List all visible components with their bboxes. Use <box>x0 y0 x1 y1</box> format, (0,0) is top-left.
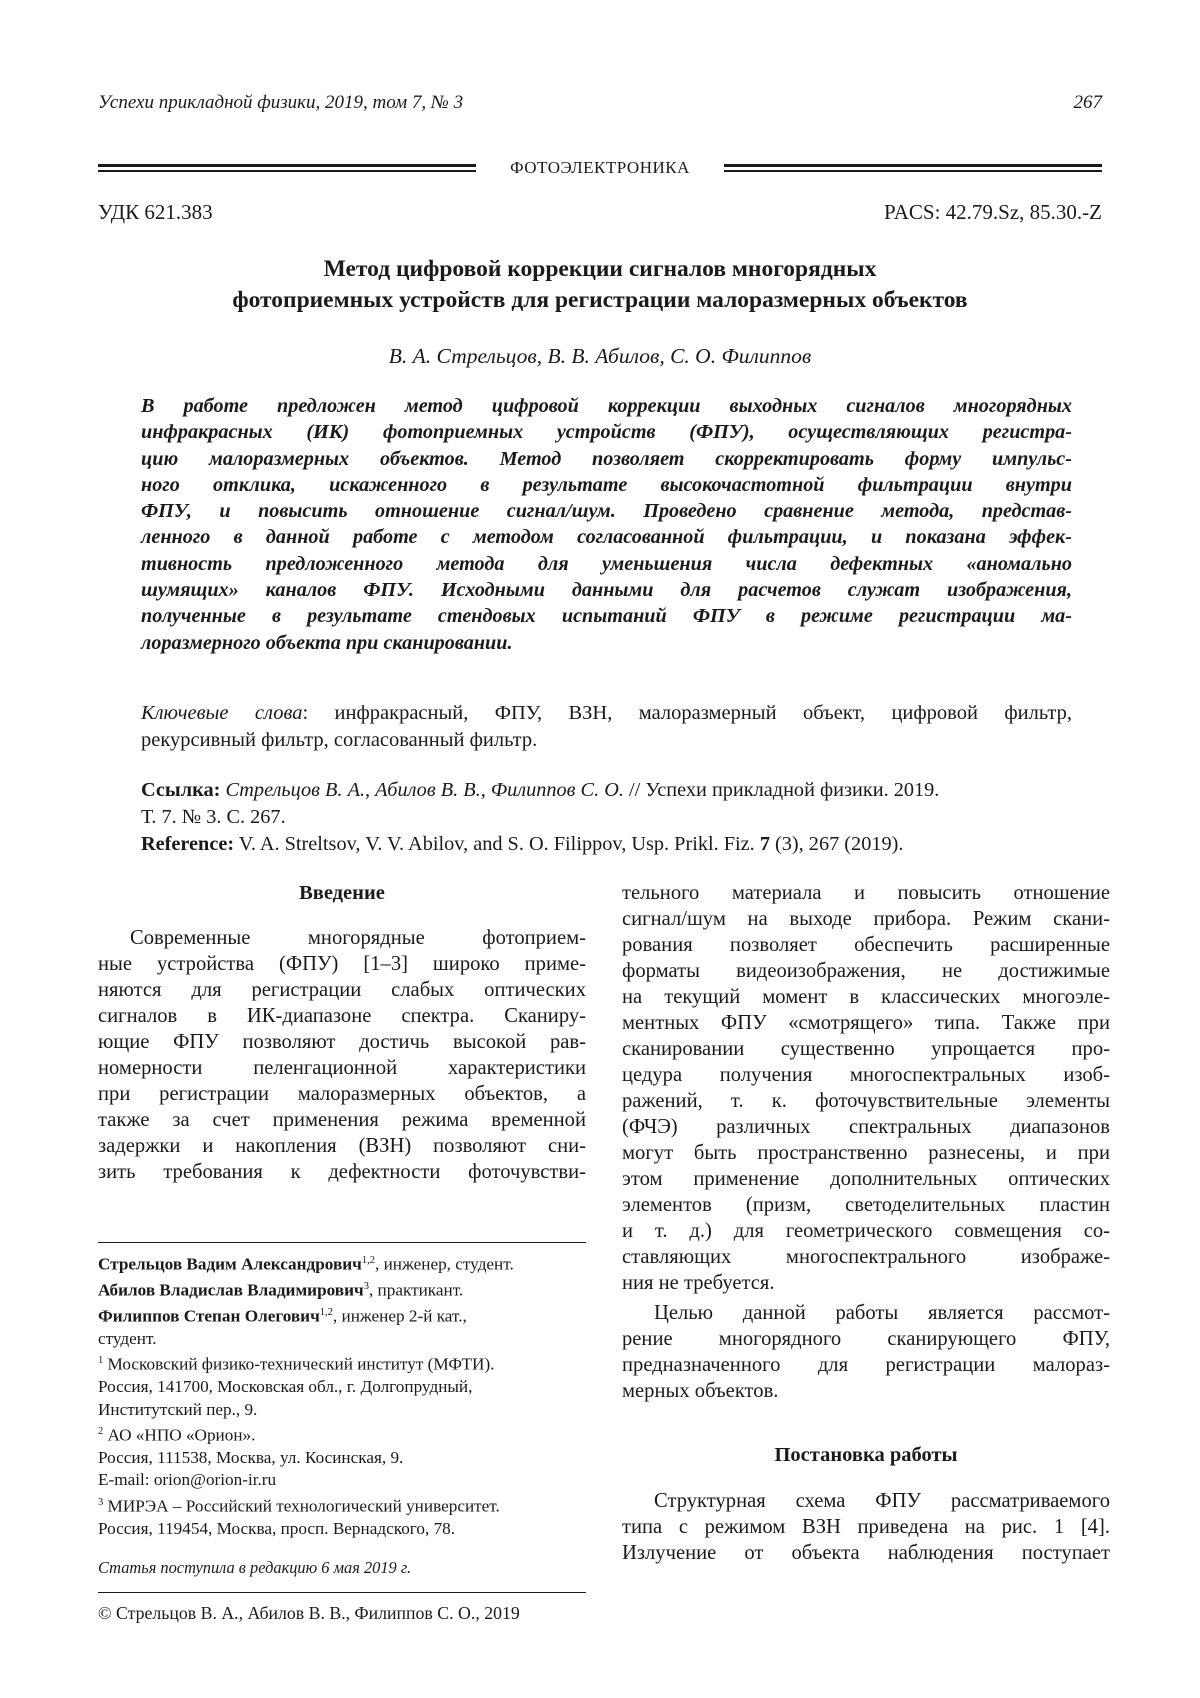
citation-en-label: Reference: <box>141 833 234 855</box>
paragraph-line: Современные многорядные фотоприем- <box>98 925 586 951</box>
paragraph-line: ния не требуется. <box>622 1270 1110 1296</box>
title-line: фотоприемных устройств для регистрации малоразмерных объектов <box>98 285 1102 316</box>
citation-ru-label: Ссылка: <box>141 779 220 801</box>
paragraph-line: типа с режимом ВЗН приведена на рис. 1 [4]. <box>622 1514 1110 1540</box>
paragraph-line: номерности пеленгационной характеристики <box>98 1055 586 1081</box>
keywords <box>141 700 1072 754</box>
citation-en-text: (3), 267 (2019). <box>770 833 904 855</box>
paragraph-line: сканировании существенно упрощается про- <box>622 1036 1110 1062</box>
abstract <box>141 393 1072 656</box>
footnote-line: Россия, 141700, Московская обл., г. Долгопрудный, <box>98 1376 586 1398</box>
affiliation-sup: 1,2 <box>362 1255 375 1266</box>
footnote-affiliation <box>98 1421 586 1447</box>
footnote-line: Институтский пер., 9. <box>98 1399 586 1421</box>
affiliation-sup: 1,2 <box>320 1307 333 1318</box>
abstract-line: ФПУ, и повысить отношение сигнал/шум. Проведено сравнение метода, представ- <box>141 498 1072 524</box>
keywords-line: рекурсивный фильтр, согласованный фильтр. <box>141 727 1072 754</box>
footnote-email: E-mail: orion@orion-ir.ru <box>98 1469 586 1491</box>
footnote-affiliation <box>98 1492 586 1518</box>
author-list: В. А. Стрельцов, В. В. Абилов, С. О. Филиппов <box>98 344 1102 369</box>
affiliation-sup: 1 <box>98 1355 103 1366</box>
section-heading-setup: Постановка работы <box>622 1442 1110 1468</box>
paragraph-line: этом применение дополнительных оптических <box>622 1166 1110 1192</box>
footnote-affiliation <box>98 1350 586 1376</box>
copyright: © Стрельцов В. А., Абилов В. В., Филиппов С. О., 2019 <box>98 1603 520 1624</box>
affiliation-sup: 2 <box>98 1426 103 1437</box>
footnote-author <box>98 1250 586 1276</box>
title-line: Метод цифровой коррекции сигналов многорядных <box>98 254 1102 285</box>
keywords-label: Ключевые слова <box>141 702 302 724</box>
footnote-line: студент. <box>98 1328 586 1350</box>
citation-block <box>141 777 1072 858</box>
paragraph-line: элементов (призм, светоделительных пластин <box>622 1192 1110 1218</box>
author-name: Абилов Владислав Владимирович <box>98 1281 364 1300</box>
affiliation-name: Московский физико-технический институт (МФТИ). <box>103 1355 494 1374</box>
keywords-line <box>141 700 1072 727</box>
paragraph-line: Излучение от объекта наблюдения поступает <box>622 1540 1110 1566</box>
paragraph-line: (ФЧЭ) различных спектральных диапазонов <box>622 1114 1110 1140</box>
section-heading-intro: Введение <box>98 880 586 906</box>
citation-en-volume: 7 <box>760 833 770 855</box>
citation-ru-source: // Успехи прикладной физики. 2019. <box>624 779 939 801</box>
running-head <box>98 92 1102 118</box>
paragraph-line: и т. д.) для геометрического совмещения со- <box>622 1218 1110 1244</box>
keywords-text: : инфракрасный, ФПУ, ВЗН, малоразмерный объект, цифровой фильтр, <box>302 702 1072 724</box>
citation-en-line <box>141 831 1072 858</box>
classification-row <box>98 200 1102 228</box>
right-column <box>622 880 1110 1566</box>
citation-ru-authors: Стрельцов В. А., Абилов В. В., Филиппов С. О. <box>225 779 623 801</box>
abstract-line: тивность предложенного метода для уменьшения числа дефектных «аномально <box>141 551 1072 577</box>
paragraph-line: цедура получения многоспектральных изоб- <box>622 1062 1110 1088</box>
footnote-author <box>98 1302 586 1328</box>
abstract-line: ного отклика, искаженного в результате высокочастотной фильтрации внутри <box>141 472 1072 498</box>
affiliation-sup: 3 <box>364 1281 369 1292</box>
footnote-line: Россия, 119454, Москва, просп. Вернадского, 78. <box>98 1518 586 1540</box>
paragraph-line: сигналов в ИК-диапазоне спектра. Сканиру- <box>98 1003 586 1029</box>
footnote-line: Россия, 111538, Москва, ул. Косинская, 9. <box>98 1447 586 1469</box>
author-role: , инженер, студент. <box>375 1255 514 1274</box>
pacs-code: PACS: 42.79.Sz, 85.30.-Z <box>884 200 1102 225</box>
paragraph-line: тельного материала и повысить отношение <box>622 880 1110 906</box>
citation-en-text: V. A. Streltsov, V. V. Abilov, and S. O. Filippov, Usp. Prikl. Fiz. <box>234 833 760 855</box>
paragraph-line: ментных ФПУ «смотрящего» типа. Также при <box>622 1010 1110 1036</box>
author-name: Стрельцов Вадим Александрович <box>98 1255 362 1274</box>
paragraph-line: зить требования к дефектности фоточувстви- <box>98 1159 586 1185</box>
article-title <box>98 254 1102 316</box>
paragraph-line: ющие ФПУ позволяют достичь высокой рав- <box>98 1029 586 1055</box>
affiliation-sup: 3 <box>98 1497 103 1508</box>
abstract-line: В работе предложен метод цифровой коррекции выходных сигналов многорядных <box>141 393 1072 419</box>
left-column <box>98 880 586 1185</box>
citation-ru-line: Т. 7. № 3. С. 267. <box>141 804 1072 831</box>
paragraph-line: могут быть пространственно разнесены, и при <box>622 1140 1110 1166</box>
abstract-line: цию малоразмерных объектов. Метод позволяет скорректировать форму импульс- <box>141 446 1072 472</box>
paragraph-line: при регистрации малоразмерных объектов, а <box>98 1081 586 1107</box>
section-band <box>98 158 1102 182</box>
affiliation-name: МИРЭА – Российский технологический университет. <box>103 1496 500 1515</box>
udk-code: УДК 621.383 <box>98 200 213 225</box>
section-rule-right <box>724 164 1102 172</box>
author-role: , практикант. <box>369 1281 463 1300</box>
paragraph-line: рение многорядного сканирующего ФПУ, <box>622 1326 1110 1352</box>
paragraph-line: предназначенного для регистрации малораз- <box>622 1352 1110 1378</box>
footnote-author <box>98 1276 586 1302</box>
section-label: ФОТОЭЛЕКТРОНИКА <box>98 158 1102 178</box>
paragraph-line: ные устройства (ФПУ) [1–3] широко приме- <box>98 951 586 977</box>
footnote-rule <box>98 1242 586 1243</box>
paragraph-line: сигнал/шум на выходе прибора. Режим скани- <box>622 906 1110 932</box>
abstract-line: инфракрасных (ИК) фотоприемных устройств (ФПУ), осуществляющих регистра- <box>141 419 1072 445</box>
author-name: Филиппов Степан Олегович <box>98 1307 320 1326</box>
copyright-rule <box>98 1592 586 1593</box>
journal-citation: Успехи прикладной физики, 2019, том 7, № 3 <box>98 92 463 114</box>
abstract-line: шумящих» каналов ФПУ. Исходными данными для расчетов служат изображения, <box>141 577 1072 603</box>
paragraph-line: также за счет применения режима временной <box>98 1107 586 1133</box>
page-number: 267 <box>1074 92 1103 114</box>
paragraph-line: задержки и накопления (ВЗН) позволяют сни- <box>98 1133 586 1159</box>
paragraph-line: няются для регистрации слабых оптических <box>98 977 586 1003</box>
paragraph-line: Структурная схема ФПУ рассматриваемого <box>622 1488 1110 1514</box>
paragraph-line: Целью данной работы является рассмот- <box>622 1300 1110 1326</box>
received-date: Статья поступила в редакцию 6 мая 2019 г. <box>98 1558 411 1578</box>
citation-ru-line <box>141 777 1072 804</box>
paragraph-line: рования позволяет обеспечить расширенные <box>622 932 1110 958</box>
paragraph-line: форматы видеоизображения, не достижимые <box>622 958 1110 984</box>
paragraph-line: на текущий момент в классических многоэле- <box>622 984 1110 1010</box>
affiliation-name: АО «НПО «Орион». <box>103 1426 255 1445</box>
paragraph-line: ставляющих многоспектрального изображе- <box>622 1244 1110 1270</box>
abstract-line: лоразмерного объекта при сканировании. <box>141 630 1072 656</box>
paragraph-line: мерных объектов. <box>622 1378 1110 1404</box>
abstract-line: полученные в результате стендовых испытаний ФПУ в режиме регистрации ма- <box>141 603 1072 629</box>
author-footnotes <box>98 1250 586 1540</box>
author-role: , инженер 2-й кат., <box>333 1307 467 1326</box>
paragraph-line: ражений, т. к. фоточувствительные элементы <box>622 1088 1110 1114</box>
abstract-line: ленного в данной работе с методом согласованной фильтрации, и показана эффек- <box>141 524 1072 550</box>
